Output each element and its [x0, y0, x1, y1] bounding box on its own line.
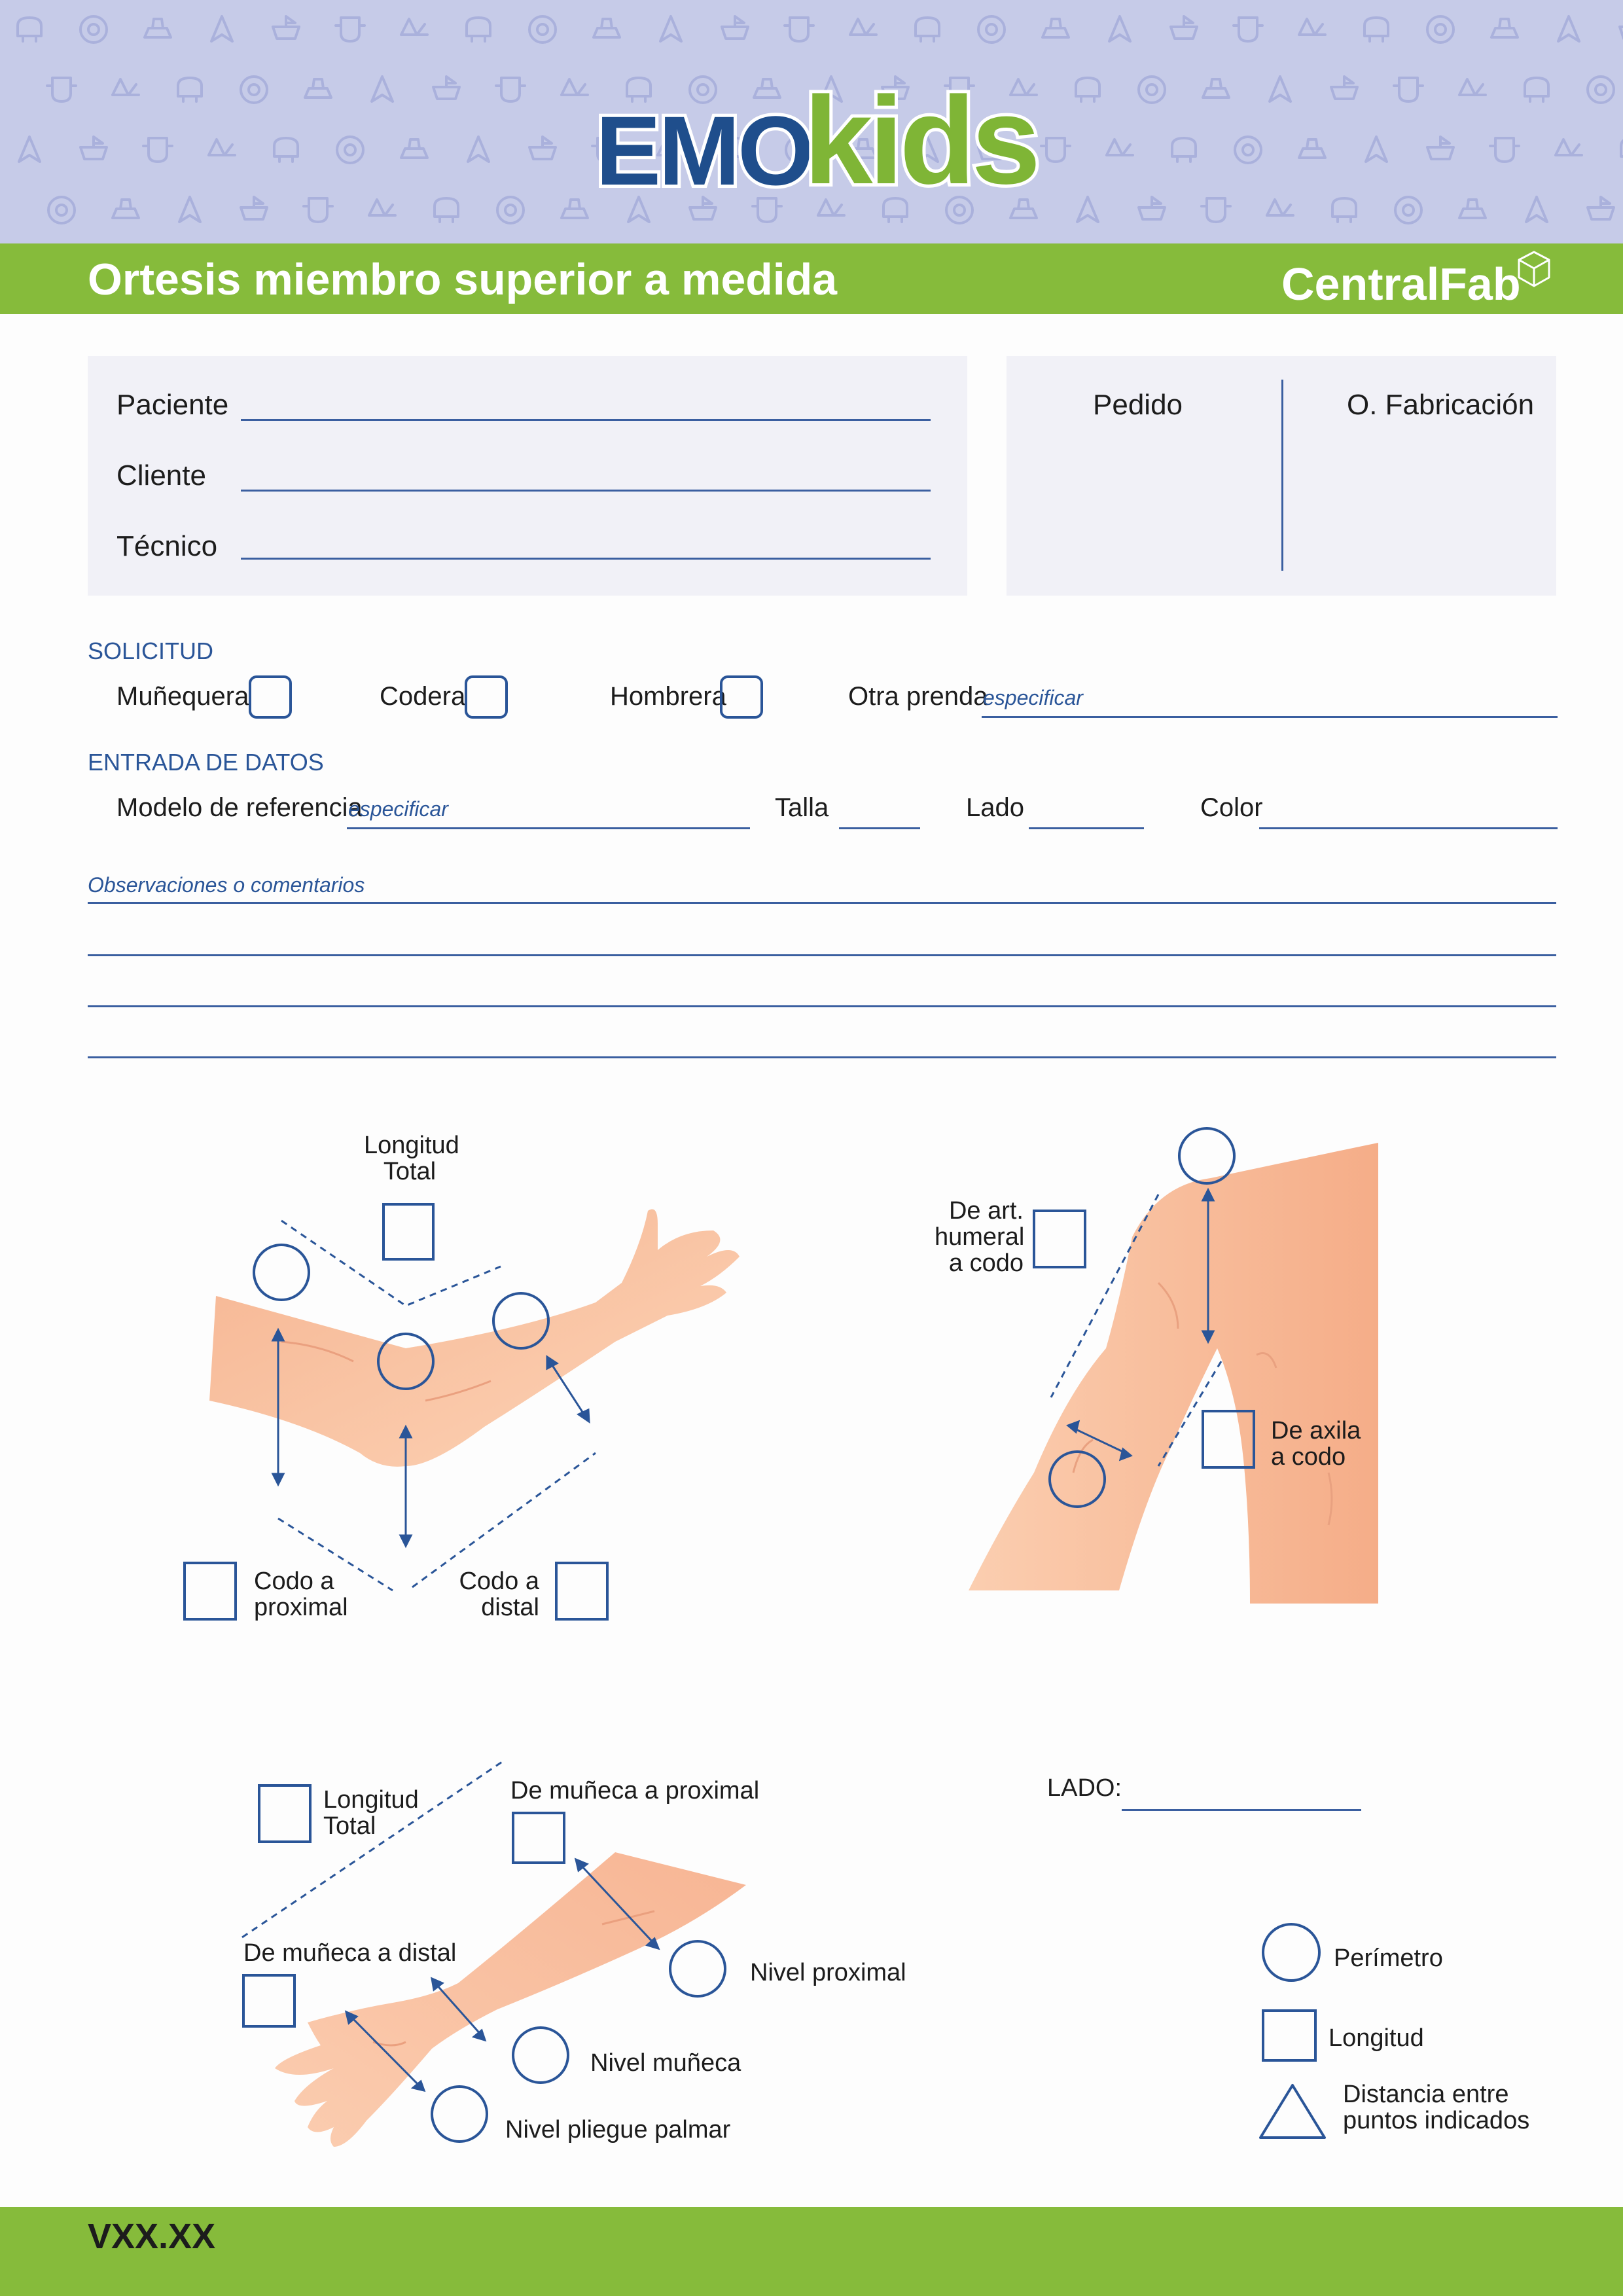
- talla-input[interactable]: [839, 827, 920, 829]
- doodle-icon: [1076, 78, 1099, 101]
- doodle-icon: [1525, 78, 1548, 101]
- doodle-icon: [1459, 200, 1486, 218]
- observaciones-line-2[interactable]: [88, 954, 1556, 956]
- doodle-icon: [401, 19, 427, 35]
- legend-distancia-label: Distancia entre puntos indicados: [1343, 2081, 1530, 2134]
- doodle-icon: [211, 16, 232, 41]
- solicitud-title: SOLICITUD: [88, 637, 214, 664]
- muneca-proximal-box[interactable]: [512, 1812, 565, 1864]
- doodle-icon: [660, 16, 681, 41]
- cliente-label: Cliente: [116, 459, 206, 492]
- doodle-icon: [433, 77, 459, 99]
- entrada-title: ENTRADA DE DATOS: [88, 749, 324, 776]
- doodle-icon: [1299, 19, 1325, 35]
- doodle-icon: [1526, 197, 1547, 222]
- doodle-icon: [1491, 19, 1518, 37]
- munequera-label: Muñequera: [116, 682, 249, 711]
- fabricacion-input[interactable]: [1302, 445, 1538, 569]
- doodle-icon: [1203, 79, 1229, 98]
- talla-label: Talla: [775, 793, 829, 822]
- doodle-icon: [496, 78, 525, 101]
- emo-kids-logo: [596, 71, 1041, 210]
- doodle-icon: [1299, 139, 1325, 158]
- elbow-longitud-total-label: Longitud Total: [364, 1132, 459, 1185]
- shoulder-perimeter-top-circle[interactable]: [1178, 1127, 1236, 1185]
- doodle-icon: [304, 198, 332, 222]
- legend-triangle-icon: [1257, 2081, 1329, 2142]
- legend-longitud-label: Longitud: [1329, 2024, 1424, 2052]
- cliente-input[interactable]: [241, 490, 931, 492]
- hombrera-checkbox[interactable]: [720, 675, 763, 719]
- nivel-muneca-circle[interactable]: [512, 2026, 569, 2084]
- doodle-icon: [48, 197, 75, 223]
- doodle-icon: [435, 198, 458, 222]
- nivel-proximal-circle[interactable]: [669, 1940, 726, 1998]
- nivel-pliegue-circle[interactable]: [431, 2085, 488, 2143]
- doodle-icon: [209, 139, 235, 155]
- doodle-icon: [273, 16, 299, 39]
- modelo-label: Modelo de referencia: [116, 793, 363, 822]
- doodle-icon: [1558, 16, 1579, 41]
- doodle-icon: [241, 77, 267, 103]
- doodle-icon: [1394, 78, 1423, 101]
- pedido-input[interactable]: [1034, 445, 1257, 569]
- doodle-icon: [1395, 197, 1421, 223]
- doodle-icon: [274, 138, 298, 162]
- codo-distal-box[interactable]: [555, 1562, 609, 1621]
- doodle-icon: [113, 79, 139, 95]
- doodle-icon: [722, 16, 748, 39]
- doodle-icon: [179, 197, 200, 222]
- doodle-icon: [1332, 198, 1356, 222]
- color-input[interactable]: [1259, 827, 1558, 829]
- doodle-icon: [401, 139, 427, 158]
- codera-checkbox[interactable]: [465, 675, 508, 719]
- doodle-icon: [1171, 16, 1197, 39]
- legend-circle-icon: [1262, 1923, 1321, 1982]
- otra-prenda-hint: especificar: [983, 686, 1083, 709]
- doodle-icon: [1331, 77, 1357, 99]
- axila-codo-box[interactable]: [1202, 1410, 1255, 1469]
- cube-icon: [1517, 250, 1551, 288]
- doodle-icon: [372, 77, 393, 101]
- codo-proximal-label: Codo a proximal: [254, 1568, 348, 1621]
- doodle-icon: [1556, 139, 1582, 155]
- doodle-icon: [1077, 197, 1098, 222]
- nivel-pliegue-label: Nivel pliegue palmar: [505, 2116, 731, 2144]
- nivel-muneca-label: Nivel muñeca: [590, 2049, 741, 2077]
- doodle-icon: [1041, 138, 1070, 162]
- doodle-icon: [113, 200, 139, 218]
- doodle-icon: [143, 138, 172, 162]
- logo-emo: EMO: [596, 96, 812, 206]
- doodle-icon: [1427, 16, 1454, 43]
- lado-field-label: LADO:: [1047, 1774, 1122, 1802]
- lado-input[interactable]: [1029, 827, 1144, 829]
- page-title: Ortesis miembro superior a medida: [88, 255, 838, 304]
- doodle-icon: [468, 137, 489, 162]
- modelo-input[interactable]: [347, 827, 750, 829]
- doodle-icon: [916, 18, 939, 41]
- codo-proximal-box[interactable]: [183, 1562, 237, 1621]
- doodle-icon: [1107, 139, 1133, 155]
- doodle-icon: [1043, 19, 1069, 37]
- observaciones-line-3[interactable]: [88, 1005, 1556, 1007]
- elbow-perimeter-forearm-circle[interactable]: [492, 1292, 550, 1350]
- hombrera-label: Hombrera: [610, 682, 726, 711]
- otra-prenda-label: Otra prenda: [848, 682, 988, 711]
- otra-prenda-input[interactable]: [982, 716, 1558, 718]
- doodle-icon: [18, 18, 41, 41]
- doodle-icon: [369, 200, 395, 215]
- doodle-icon: [1588, 197, 1614, 219]
- doodle-icon: [1427, 137, 1454, 159]
- doodle-icon: [178, 78, 202, 101]
- modelo-hint: especificar: [348, 797, 448, 821]
- doodle-icon: [467, 18, 490, 41]
- doodle-icon: [337, 137, 363, 163]
- paciente-input[interactable]: [241, 419, 931, 421]
- observaciones-line-4[interactable]: [88, 1056, 1556, 1058]
- lado-field-input[interactable]: [1122, 1809, 1361, 1811]
- order-divider: [1281, 380, 1283, 571]
- doodle-icon: [1139, 197, 1165, 219]
- humeral-codo-label: De art. humeral a codo: [935, 1197, 1025, 1277]
- doodle-icon: [1364, 18, 1388, 41]
- elbow-perimeter-upper-circle[interactable]: [253, 1244, 310, 1301]
- lado-label: Lado: [966, 793, 1024, 822]
- observaciones-line-1[interactable]: [88, 902, 1556, 904]
- paciente-label: Paciente: [116, 389, 229, 421]
- doodle-icon: [19, 137, 40, 162]
- doodle-icon: [47, 78, 76, 101]
- doodle-icon: [1459, 79, 1486, 95]
- tecnico-input[interactable]: [241, 558, 931, 560]
- munequera-checkbox[interactable]: [249, 675, 292, 719]
- doodle-icon: [562, 79, 588, 95]
- doodle-icon: [1366, 137, 1387, 162]
- doodle-icon: [305, 79, 331, 98]
- doodle-icon: [1234, 18, 1262, 41]
- humeral-codo-box[interactable]: [1033, 1210, 1086, 1268]
- doodle-icon: [529, 137, 556, 159]
- doodle-icon: [562, 200, 588, 218]
- doodle-icon: [850, 19, 876, 35]
- doodle-icon: [1202, 198, 1230, 222]
- axila-codo-label: De axila a codo: [1271, 1417, 1361, 1471]
- muneca-proximal-label: De muñeca a proximal: [510, 1777, 760, 1804]
- shoulder-perimeter-elbow-circle[interactable]: [1048, 1450, 1106, 1508]
- elbow-longitud-total-box[interactable]: [382, 1203, 435, 1261]
- wrist-longitud-total-box[interactable]: [258, 1784, 312, 1843]
- doodle-icon: [785, 18, 813, 41]
- doodle-icon: [1270, 77, 1291, 101]
- codera-label: Codera: [380, 682, 466, 711]
- fabricacion-label: O. Fabricación: [1347, 389, 1535, 421]
- doodle-icon: [1235, 137, 1261, 163]
- elbow-perimeter-elbow-circle[interactable]: [377, 1333, 435, 1390]
- arm-shoulder-illustration: [962, 1132, 1420, 1610]
- doodle-icon: [336, 18, 365, 41]
- doodle-icon: [1172, 138, 1196, 162]
- doodle-icon: [241, 197, 267, 219]
- doodle-icon: [80, 137, 107, 159]
- legend-perimetro-label: Perímetro: [1334, 1945, 1443, 1972]
- doodle-icon: [594, 19, 620, 37]
- color-label: Color: [1200, 793, 1263, 822]
- observaciones-label: Observaciones o comentarios: [88, 873, 365, 897]
- doodle-icon: [1620, 16, 1623, 39]
- tecnico-label: Técnico: [116, 530, 218, 562]
- doodle-icon: [1109, 16, 1130, 41]
- doodle-icon: [529, 16, 556, 43]
- wrist-longitud-total-label: Longitud Total: [323, 1786, 419, 1840]
- logo-kids: kids: [804, 71, 1037, 210]
- brand-name: CentralFab: [1281, 259, 1521, 310]
- doodle-icon: [1139, 77, 1165, 103]
- footer-bar: [0, 2207, 1623, 2296]
- doodle-icon: [1490, 138, 1519, 162]
- legend-square-icon: [1262, 2009, 1317, 2062]
- doodle-icon: [978, 16, 1005, 43]
- nivel-proximal-label: Nivel proximal: [750, 1959, 906, 1986]
- doodle-icon: [1588, 77, 1614, 103]
- doodle-icon: [145, 19, 171, 37]
- doodle-icon: [80, 16, 107, 43]
- pedido-label: Pedido: [1093, 389, 1183, 421]
- version-label: VXX.XX: [88, 2217, 216, 2256]
- muneca-distal-box[interactable]: [242, 1974, 296, 2028]
- muneca-distal-label: De muñeca a distal: [243, 1939, 457, 1967]
- doodle-icon: [1267, 200, 1293, 215]
- doodle-icon: [497, 197, 524, 223]
- codo-distal-label: Codo a distal: [459, 1568, 539, 1621]
